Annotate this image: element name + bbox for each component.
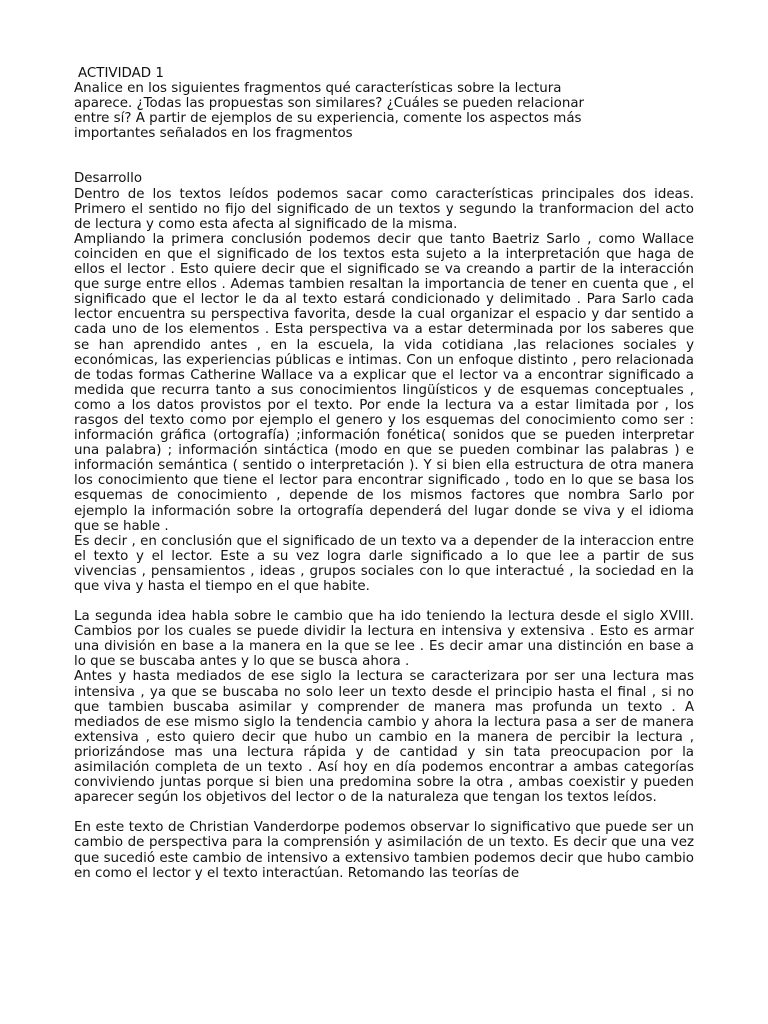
paragraph-5: Antes y hasta mediados de ese siglo la lectura se caracterizara por ser una lectura mas intensiva , ya que se buscaba no solo leer un texto desde el principio hasta el final , si no que tambien buscaba asimilar y comprender de manera mas profunda un texto . A mediados de ese mismo siglo la tendencia cambio y ahora la lectura pasa a ser de manera extensiva , esto quiero decir que hubo un cambio en la manera de percibir la lectura , priorizándose mas una lectura rápida y de cantidad y sin tata preocupacion por la asimilación completa de un texto . Así hoy en día podemos encontrar a ambas categorías conviviendo juntas porque si bien una predomina sobre la otra , ambas coexistir y pueden aparecer según los objetivos del lector o de la naturaleza que tengan los textos leídos. [74,669,694,806]
spacer [74,594,694,609]
paragraph-1: Dentro de los textos leídos podemos sacar como características principales dos ideas. Primero el sentido no fijo del significado de un textos y segundo la tranformacion del acto de lectura y como esta afecta al significado de la misma. [74,186,694,232]
section-title: Desarrollo [74,171,143,187]
paragraph-6: En este texto de Christian Vanderdorpe podemos observar lo significativo que puede ser un cambio de perspectiva para la comprensión y asimilación de un texto. Es decir que una vez que sucedió este cambio de intensivo a extensivo tambien podemos decir que hubo cambio en como el lector y el texto interactúan. Retomando las teorías de [74,820,694,881]
activity-heading: ACTIVIDAD 1 [78,66,164,81]
spacer [74,805,694,820]
paragraph-2: Ampliando la primera conclusión podemos decir que tanto Baetriz Sarlo , como Wallace coinciden en que el significado de los textos esta sujeto a la interpretación que haga de ellos el lector . Esto quiere decir que el significado se va creando a partir de la interacción que surge entre ellos . Ademas tambien resaltan la importancia de tener en cuenta que , el significado que el lector le da al texto estará condicionado y delimitado . Para Sarlo cada lector encuentra su perspectiva favorita, desde la cual organizar el espacio y dar sentido a cada uno de los elementos . Esta perspectiva va a estar determinada por los saberes que se han aprendido antes , en la escuela, la vida cotidiana ,las relaciones sociales y económicas, las experiencias públicas e intimas. Con un enfoque distinto , pero relacionada de todas formas Catherine Wallace va a explicar que el lector va a encontrar significado a medida que recurra tanto a sus conocimientos lingüísticos y de esquemas conceptuales , como a los datos provistos por el texto. Por ende la lectura va a estar limitada por , los rasgos del texto como por ejemplo el genero y los esquemas del conocimiento como ser : información gráfica (ortografía) ;información fonética( sonidos que se pueden interpretar una palabra) ; información sintáctica (modo en que se pueden combinar las palabras ) e información semántica ( sentido o interpretación ). Y si bien ella estructura de otra manera los conocimiento que tiene el lector para encontrar significado , todo en lo que se basa los esquemas de conocimiento , depende de los mismos factores que nombra Sarlo por ejemplo la información sobre la ortografía dependerá del lugar donde se viva y el idioma que se hable . [74,231,694,534]
activity-prompt: Analice en los siguientes fragmentos qué características sobre la lectura aparece. ¿Todas las propuestas son similares? ¿Cuáles se pueden relacionar entre sí? A partir de ejemplos de su experiencia, comente los aspectos más importantes señalados en los fragmentos [74,81,585,142]
spacer [74,141,694,171]
paragraph-4: La segunda idea habla sobre le cambio que ha ido teniendo la lectura desde el siglo XVIII. Cambios por los cuales se puede dividir la lectura en intensiva y extensiva . Esto es armar una división en base a la manera en la que se lee . Es decir amar una distinción en base a lo que se buscaba antes y lo que se busca ahora . [74,609,694,670]
paragraph-3: Es decir , en conclusión que el significado de un texto va a depender de la interaccion entre el texto y el lector. Este a su vez logra darle significado a lo que lee a partir de sus vivencias , pensamientos , ideas , grupos sociales con lo que interactué , la sociedad en la que viva y hasta el tiempo en el que habite. [74,533,694,594]
document-page [74,66,694,881]
